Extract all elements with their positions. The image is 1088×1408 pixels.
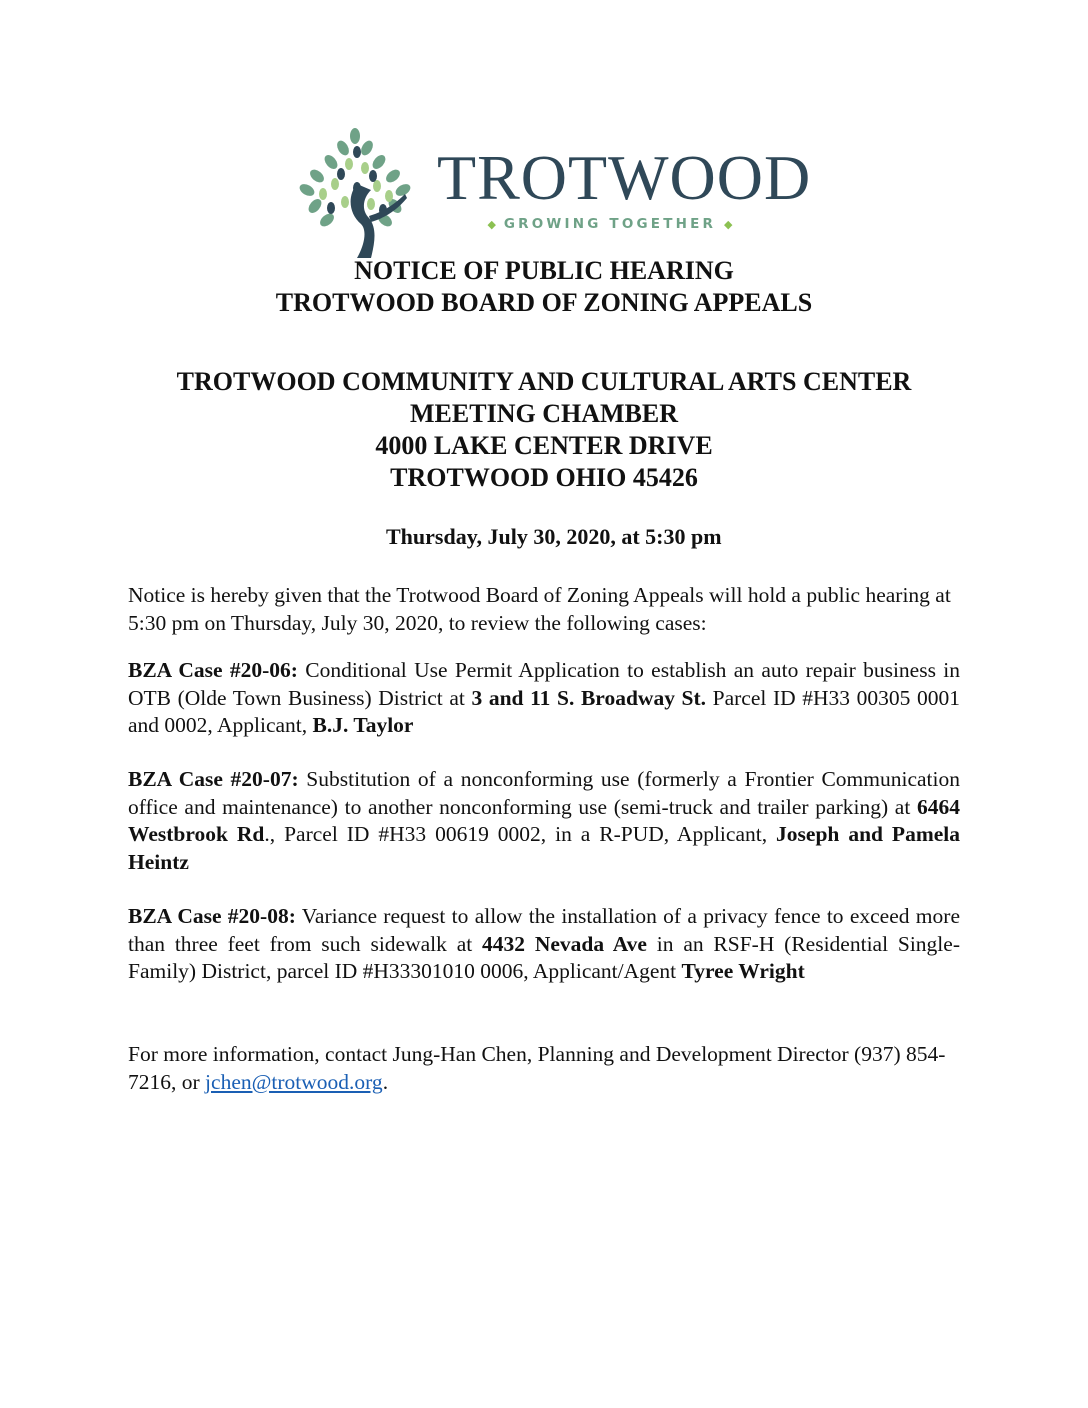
case-text: Parcel ID #H33 00305 0001 and 0002, Applicant, <box>128 685 961 737</box>
case-paragraph <box>128 766 960 876</box>
case-id: BZA Case #20-06: <box>128 658 298 682</box>
case-text: Substitution of a nonconforming use (formerly a Frontier Communication office and maintenance) to another nonconforming use (semi-truck and trailer parking) at <box>128 767 961 819</box>
logo-tagline <box>445 216 775 232</box>
case-id: BZA Case #20-08: <box>128 904 296 928</box>
case-text: ., Parcel ID #H33 00619 0002, in a R-PUD, Applicant, <box>264 822 777 846</box>
trotwood-logo <box>287 124 812 259</box>
venue-room: MEETING CHAMBER <box>410 399 678 428</box>
venue-city: TROTWOOD OHIO 45426 <box>390 463 698 492</box>
case-applicant: Tyree Wright <box>681 959 805 983</box>
case-address: 4432 Nevada Ave <box>482 931 647 956</box>
venue-name: TROTWOOD COMMUNITY AND CULTURAL ARTS CENTER <box>176 367 912 396</box>
tree-logo-icon <box>287 124 427 259</box>
tagline-text: GROWING TOGETHER <box>503 216 717 232</box>
logo-wordmark: TROTWOOD <box>437 142 812 213</box>
venue-street: 4000 LAKE CENTER DRIVE <box>375 431 713 460</box>
case-applicant: B.J. Taylor <box>312 713 414 737</box>
intro-paragraph: Notice is hereby given that the Trotwood Board of Zoning Appeals will hold a public hearing at 5:30 pm on Thursday, July 30, 2020, to review the following cases: <box>128 583 951 635</box>
venue-heading <box>0 366 1088 494</box>
email-link[interactable]: jchen@trotwood.org <box>205 1069 383 1094</box>
case-text: Variance request to allow the installation of a privacy fence to exceed more than three feet from such sidewalk at <box>128 904 960 956</box>
contact-text: For more information, contact Jung-Han Chen, Planning and Development Director (937) 854-7216, or <box>128 1042 946 1094</box>
diamond-icon: ◆ <box>487 218 496 231</box>
hearing-date: Thursday, July 30, 2020, at 5:30 pm <box>386 524 722 549</box>
notice-title: NOTICE OF PUBLIC HEARING <box>354 256 734 285</box>
case-paragraph <box>128 657 960 740</box>
case-text: Conditional Use Permit Application to establish an auto repair business in OTB (Olde Town Business) District at <box>128 658 961 710</box>
diamond-icon: ◆ <box>724 218 733 231</box>
board-title: TROTWOOD BOARD OF ZONING APPEALS <box>275 288 813 317</box>
case-address: 3 and 11 S. Broadway St. <box>471 685 707 710</box>
contact-paragraph <box>128 1041 960 1096</box>
notice-heading <box>0 255 1088 319</box>
case-id: BZA Case #20-07: <box>128 767 299 791</box>
case-text: in an RSF-H (Residential Single-Family) District, parcel ID #H33301010 0006, Applicant/Agent <box>128 931 960 983</box>
case-address: 6464 Westbrook Rd <box>128 794 960 846</box>
contact-end: . <box>382 1069 389 1094</box>
case-applicant: Joseph and Pamela Heintz <box>128 822 960 874</box>
case-paragraph <box>128 903 960 986</box>
